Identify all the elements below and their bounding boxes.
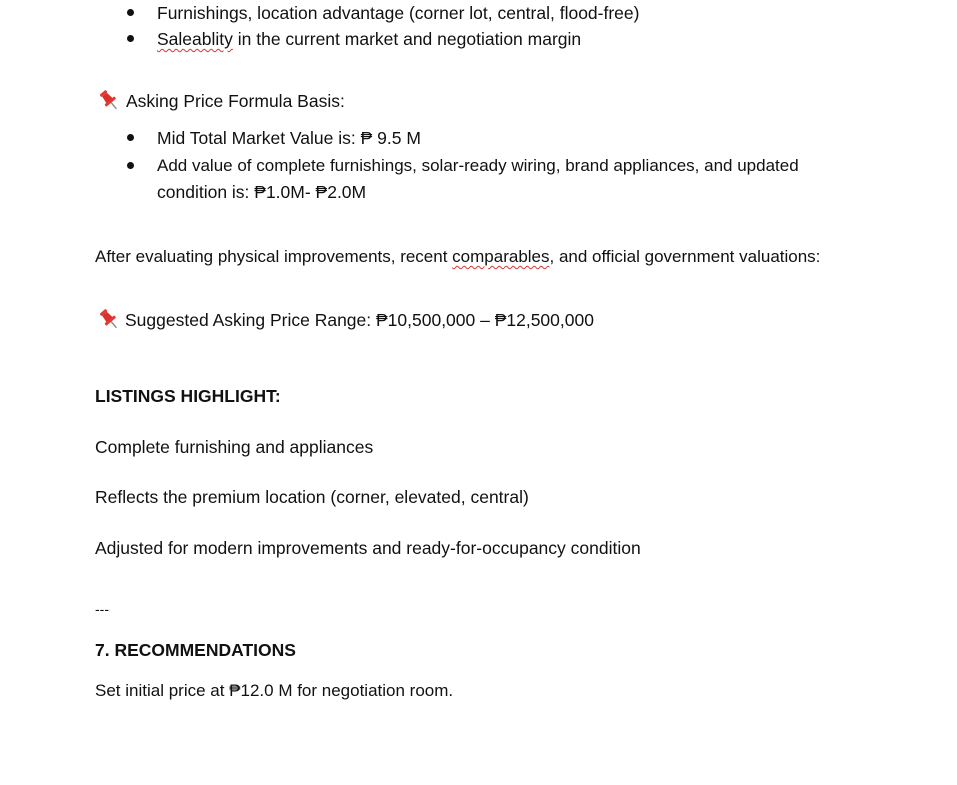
bullet-dot [127, 162, 134, 169]
list-item-furnishings: Furnishings, location advantage (corner lot, central, flood-free) [157, 3, 640, 23]
recommendations-heading: 7. RECOMMENDATIONS [95, 640, 296, 660]
listings-heading: LISTINGS HIGHLIGHT: [95, 386, 281, 406]
bullet-dot [127, 9, 134, 16]
separator-text: --- [95, 601, 109, 617]
list-item-mid-value: Mid Total Market Value is: ₱ 9.5 M [157, 128, 421, 148]
list-item-saleability-rest: in the current market and negotiation margin [232, 29, 582, 49]
evaluation-text-before: After evaluating physical improvements, recent [95, 247, 453, 266]
bullet-dot [127, 35, 134, 42]
bullet-dot [127, 134, 134, 141]
listing-item: Reflects the premium location (corner, elevated, central) [95, 487, 529, 507]
spellcheck-word: comparables [452, 247, 550, 266]
spellcheck-word: Saleablity [157, 29, 233, 49]
evaluation-text-after: , and official government valuations: [549, 247, 821, 266]
pushpin-icon [97, 88, 121, 112]
formula-heading: Asking Price Formula Basis: [126, 91, 345, 111]
pushpin-icon [97, 307, 121, 331]
suggested-price-range: Suggested Asking Price Range: ₱10,500,000 – ₱12,500,000 [125, 310, 594, 330]
recommendations-text: Set initial price at ₱12.0 M for negotiation room. [95, 681, 454, 700]
list-item-add-value-line2: condition is: ₱1.0M- ₱2.0M [157, 182, 367, 202]
listing-item: Adjusted for modern improvements and ready-for-occupancy condition [95, 538, 641, 558]
list-item-add-value-line1: Add value of complete furnishings, solar-ready wiring, brand appliances, and updated [157, 156, 799, 175]
listing-item: Complete furnishing and appliances [95, 437, 374, 457]
evaluation-paragraph [95, 246, 820, 268]
list-item-saleability [157, 28, 581, 50]
